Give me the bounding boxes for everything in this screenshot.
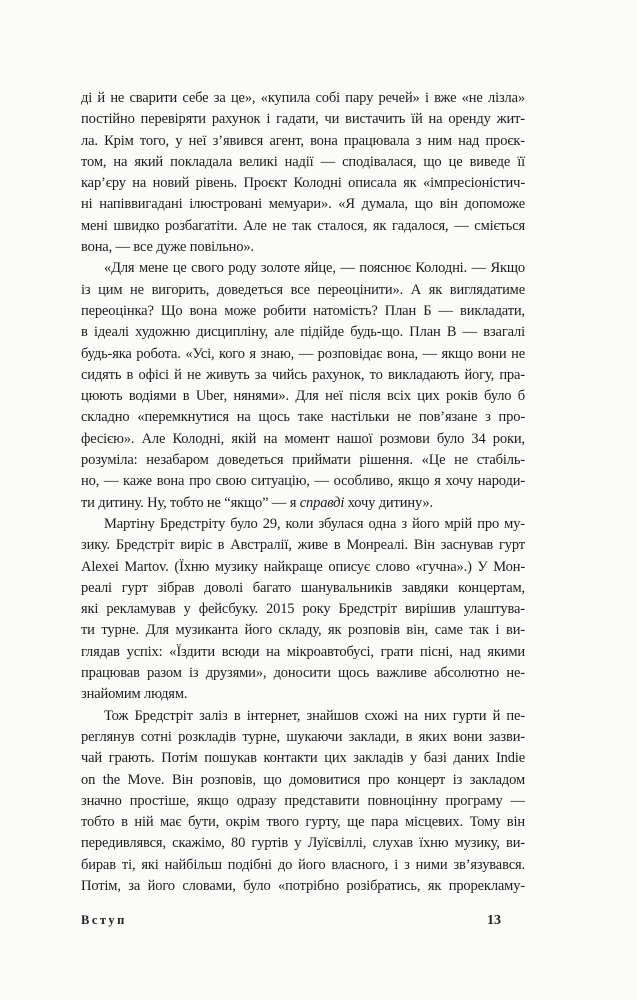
text-line: розуміла: незабаром доведеться приймати рішення. «Це не стабіль- (81, 452, 525, 469)
paragraph (81, 88, 525, 258)
page-number: 13 (487, 913, 501, 928)
text-line: зику. Бредстріт виріс в Австралії, живе в Монреалі. Він заснував гурт (81, 537, 525, 554)
text-line: но, — каже вона про свою ситуацію, — особливо, якщо я хочу народи- (81, 473, 525, 490)
text-block (81, 88, 525, 897)
text-line: «Для мене це свого роду золоте яйце, — пояснює Колодні. — Якщо (104, 260, 525, 277)
text-line: значно простіше, якщо одразу представити повноцінну програму — (81, 792, 525, 809)
text-line: Потім, за його словами, було «потрібно розібратись, як прорекламу- (81, 877, 525, 894)
text-line: передивлявся, скажімо, 80 гуртів у Луїсвіллі, слухав їхню музику, ви- (81, 835, 525, 852)
text-line: вона, — все дуже повільно». (81, 239, 254, 256)
text-line: реалі гурт зібрав доволі багато шанувальників завдяки концертам, (81, 579, 525, 596)
text-line: тобто в ній має бути, окрім твого гурту, ще пара місцевих. Тому він (81, 814, 525, 831)
paragraph (81, 706, 525, 898)
text-line: цюють водіями в Uber, нянями». Для неї після всіх цих років було б (81, 388, 525, 405)
text-line: із цим не вигорить, доведеться все переоцінити». А як виглядатиме (81, 281, 525, 298)
text-line: Тож Бредстріт заліз в інтернет, знайшов схожі на них гурти й пе- (104, 707, 525, 724)
text-line: кар’єру на новий рівень. Проєкт Колодні описала як «імпресіоністич- (81, 175, 525, 192)
text-line: ді й не сварити себе за це», «купила собі пару речей» і вже «не лізла» (81, 90, 525, 106)
text-line: сидять в офісі й не живуть за чийсь рахунок, то викладають йогу, пра- (81, 366, 525, 383)
text-line: складно «перемкнутися на щось таке настільки не пов’язане з про- (81, 409, 525, 426)
text-line: які рекламував у фейсбуку. 2015 року Бредстріт вирішив улаштува- (81, 601, 525, 618)
text-line (81, 493, 525, 514)
text-line: ні напіввигадані ілюстровані мемуари». «Я думала, що він допоможе (81, 196, 525, 213)
emphasized-text: справді (299, 494, 345, 511)
text-line: переоцінка? Що вона може робити натомість? План Б — викладати, (81, 302, 525, 319)
text-line: ти турне. Для музиканта його складу, як розповів він, саме так і ви- (81, 622, 525, 639)
text-line: ла. Крім того, у неї з’явився агент, вона працювала з ним над проєк- (81, 132, 525, 149)
text-line: реглянув сотні розкладів турне, шукаючи заклади, в яких вони зазви- (81, 728, 525, 745)
text-line: том, на який покладала великі надії — сподівалася, що це виведе її (81, 153, 525, 170)
text-line: будь-яка робота. «Усі, кого я знаю, — розповідає вона, — якщо вони не (81, 345, 525, 362)
text-line: on the Move. Він розповів, що домовитися про концерт із закладом (81, 771, 525, 788)
text-line: глядав успіх: «Їздити всюди на мікроавтобусі, грати пісні, над якими (81, 643, 525, 660)
paragraph (81, 258, 525, 514)
text-line: працював разом із друзями», доносити щось важливе абсолютно не- (81, 665, 525, 682)
text-line: в ідеалі художню дисципліну, але підійде будь-що. План В — взагалі (81, 324, 525, 341)
text-line: мені швидко розбагатіти. Але не так сталося, як гадалося, — сміється (81, 217, 525, 234)
text-line: фесією». Але Колодні, якій на момент нашої розмови було 34 роки, (81, 430, 525, 447)
text-line: знайомим людям. (81, 686, 188, 703)
text-segment: ти дитину. Ну, тобто не “якщо” — я (81, 494, 300, 511)
running-head: Вступ (81, 913, 127, 927)
text-line: постійно перевіряти рахунок і гадати, чи вистачить їй на оренду жит- (81, 111, 525, 128)
text-line: Alexei Martov. (Їхню музику найкраще описує слово «гучна».) У Мон- (81, 558, 525, 575)
text-segment: хочу дитину». (344, 494, 433, 511)
page-footer (81, 913, 525, 929)
text-line: Мартіну Бредстріту було 29, коли збулася одна з його мрій про му- (104, 515, 525, 532)
paragraph (81, 514, 525, 706)
text-line: чай грають. Потім пошукав контакти цих закладів у базі даних Indie (81, 750, 525, 767)
text-line: бирав ті, які найбільш подібні до його власного, і з ними зв’язувався. (81, 856, 525, 873)
